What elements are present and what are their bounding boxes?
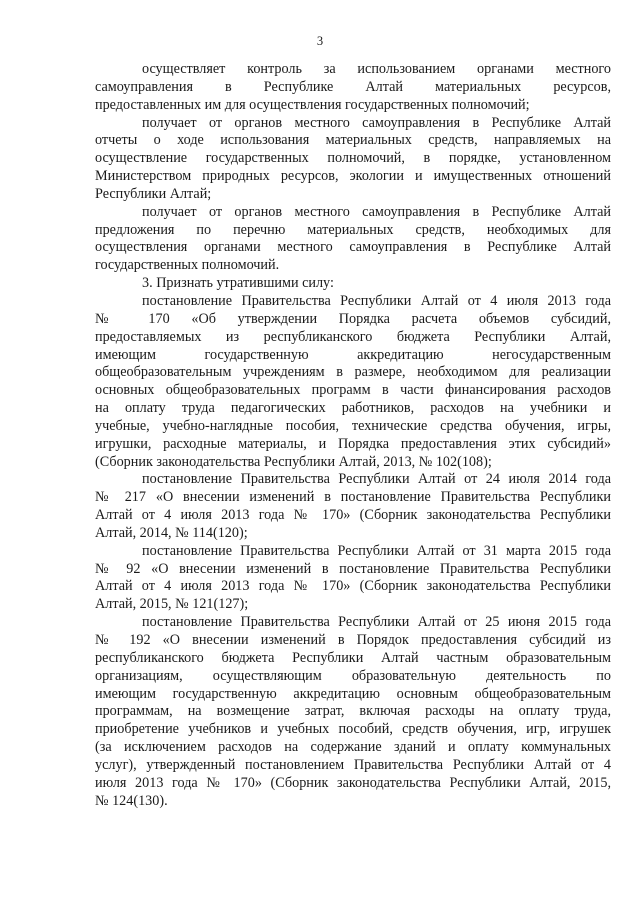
- paragraph-p4: [95, 275, 611, 293]
- text-line: (Сборник законодательства Республики Алтай, 2013, № 102(108);: [95, 453, 492, 470]
- document-body: [95, 61, 611, 810]
- text-line: Алтай от 4 июля 2013 года № 170» (Сборник законодательства Республики: [95, 507, 611, 524]
- text-line: осуществление государственных полномочий, в порядке, установленном: [95, 150, 611, 167]
- page-number: 3: [316, 34, 324, 48]
- text-line: осуществления органами местного самоуправления в Республике Алтай: [95, 239, 611, 256]
- text-line: Алтай, 2014, № 114(120);: [95, 524, 248, 541]
- text-line: имеющим государственную аккредитацию негосударственным: [95, 346, 611, 363]
- text-line: организациям, осуществляющим образовательную деятельность по: [95, 667, 611, 684]
- text-line: постановление Правительства Республики Алтай от 25 июня 2015 года: [142, 614, 611, 631]
- text-line: республиканского бюджета Республики Алтай частным образовательным: [95, 649, 611, 666]
- text-line: № 217 «О внесении изменений в постановление Правительства Республики: [95, 489, 611, 506]
- text-line: (за исключением расходов на содержание зданий и оплату коммунальных: [95, 739, 611, 756]
- text-line: № 170 «Об утверждении Порядка расчета объемов субсидий,: [95, 310, 611, 327]
- text-line: № 124(130).: [95, 792, 168, 809]
- text-line: предоставляемых из республиканского бюджета Республики Алтай,: [95, 328, 611, 345]
- text-line: приобретение учебников и учебных пособий, средств обучения, игр, игрушек: [95, 721, 611, 738]
- text-line: самоуправления в Республике Алтай материальных ресурсов,: [95, 78, 611, 95]
- text-line: общеобразовательным учреждениям в размере, необходимом для реализации: [95, 364, 611, 381]
- text-line: получает от органов местного самоуправления в Республике Алтай: [142, 114, 611, 131]
- text-line: предложения по перечню материальных средств, необходимых для: [95, 221, 611, 238]
- text-line: постановление Правительства Республики Алтай от 24 июля 2014 года: [142, 471, 611, 488]
- text-line: Алтай, 2015, № 121(127);: [95, 596, 249, 613]
- text-line: июля 2013 года № 170» (Сборник законодательства Республики Алтай, 2015,: [95, 774, 611, 791]
- text-line: постановление Правительства Республики Алтай от 4 июля 2013 года: [142, 292, 611, 309]
- text-line: № 92 «О внесении изменений в постановление Правительства Республики: [95, 560, 611, 577]
- text-line: отчеты о ходе использования материальных средств, направляемых на: [95, 132, 611, 149]
- text-line: услуг), утвержденный постановлением Правительства Республики Алтай от 4: [95, 756, 611, 773]
- text-line: 3. Признать утратившими силу:: [142, 275, 334, 292]
- text-line: Министерством природных ресурсов, экологии и имущественных отношений: [95, 168, 611, 185]
- paragraph-p3: [95, 204, 611, 275]
- text-line: получает от органов местного самоуправления в Республике Алтай: [142, 203, 611, 220]
- text-line: постановление Правительства Республики Алтай от 31 марта 2015 года: [142, 542, 611, 559]
- text-line: имеющим государственную аккредитацию основным общеобразовательным: [95, 685, 611, 702]
- paragraph-p7: [95, 543, 611, 614]
- paragraph-p6: [95, 471, 611, 542]
- paragraph-p2: [95, 115, 611, 204]
- paragraph-p8: [95, 614, 611, 810]
- text-line: государственных полномочий.: [95, 257, 280, 274]
- text-line: № 192 «О внесении изменений в Порядок предоставления субсидий из: [95, 632, 611, 648]
- text-line: Алтай от 4 июля 2013 года № 170» (Сборник законодательства Республики: [95, 578, 611, 595]
- paragraph-p5: [95, 293, 611, 471]
- text-line: программам, на возмещение затрат, включая расходы на оплату труда,: [95, 703, 611, 720]
- text-line: Республики Алтай;: [95, 185, 212, 202]
- text-line: основных общеобразовательных программ в части финансирования расходов: [95, 382, 611, 399]
- paragraph-p1: [95, 61, 611, 115]
- text-line: учебные, учебно-наглядные пособия, технические средства обучения, игры,: [95, 417, 611, 434]
- text-line: игрушки, расходные материалы, и Порядка предоставления этих субсидий»: [95, 435, 611, 452]
- text-line: предоставленных им для осуществления государственных полномочий;: [95, 96, 530, 113]
- text-line: осуществляет контроль за использованием органами местного: [142, 61, 611, 77]
- text-line: на оплату труда педагогических работников, расходов на учебники и: [95, 400, 611, 417]
